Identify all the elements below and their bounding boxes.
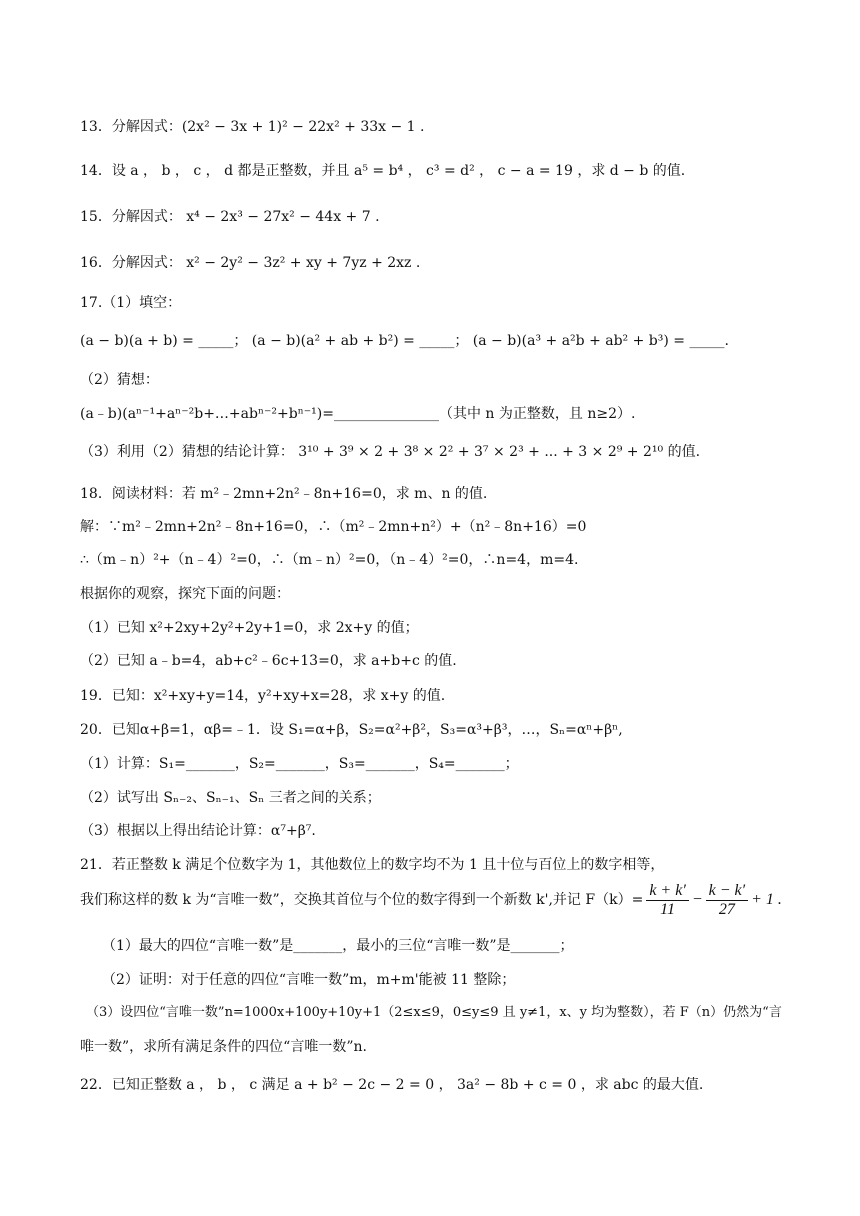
problem-17-title: 17.（1）填空： (80, 295, 182, 311)
problem-17-part2-title: （2）猜想： (80, 372, 159, 388)
problem-17-part2: (a﹣b)(aⁿ⁻¹+aⁿ⁻²b+…+abⁿ⁻²+bⁿ⁻¹)=_______________（其中 n 为正整数，且 n≥2）. (80, 406, 636, 422)
problem-19: 19．已知：x²+xy+y=14，y²+xy+x=28，求 x+y 的值. (80, 688, 446, 704)
fraction-1-denominator: 11 (660, 900, 675, 918)
problem-15: 15．分解因式： x⁴ − 2x³ − 27x² − 44x + 7 . (80, 209, 380, 225)
problem-21-part2: （2）证明：对于任意的四位“言唯一数”m，m+m'能被 11 整除； (102, 972, 516, 988)
problem-21-part3-line2: 唯一数”，求所有满足条件的四位“言唯一数”n. (80, 1039, 367, 1055)
problem-20-title: 20．已知α+β=1，αβ=﹣1．设 S₁=α+β，S₂=α²+β²，S₃=α³+β³，…，Sₙ=αⁿ+βⁿ, (80, 722, 623, 738)
fraction-1 (646, 882, 689, 919)
fraction-1-numerator: k + k′ (646, 882, 689, 901)
problem-21-part1: （1）最大的四位“言唯一数”是_______，最小的三位“言唯一数”是_______； (102, 938, 574, 954)
problem-16: 16．分解因式： x² − 2y² − 3z² + xy + 7yz + 2xz . (80, 255, 421, 271)
problem-14: 14．设 a ， b ， c ， d 都是正整数，并且 a⁵ = b⁴ ， c³ = d² ， c − a = 19 ，求 d − b 的值. (80, 163, 686, 179)
minus-sign: − (691, 891, 703, 908)
problem-17-part1: (a − b)(a + b) = _____； (a − b)(a² + ab + b²) = _____； (a − b)(a³ + a²b + ab² + b³) = _____. (80, 333, 729, 349)
fraction-2 (706, 882, 749, 919)
problem-13: 13．分解因式：(2x² − 3x + 1)² − 22x² + 33x − 1 . (80, 119, 425, 135)
problem-18-solution-2: ∴（m﹣n）²+（n﹣4）²=0，∴（m﹣n）²=0，（n﹣4）²=0，∴n=4，m=4. (80, 552, 579, 568)
problem-21-line2 (80, 880, 790, 920)
problem-21-line1: 21．若正整数 k 满足个位数字为 1，其他数位上的数字均不为 1 且十位与百位上的数字相等， (80, 857, 665, 873)
problem-18-observe: 根据你的观察，探究下面的问题： (80, 586, 290, 602)
problem-20-part1: （1）计算：S₁=_______，S₂=_______，S₃=_______，S₄=_______； (80, 756, 519, 772)
problem-21-definition: 我们称这样的数 k 为“言唯一数”，交换其首位与个位的数字得到一个新数 k',并记 F（k）= (80, 892, 644, 908)
problem-17-part3: （3）利用（2）猜想的结论计算： 3¹⁰ + 3⁹ × 2 + 3⁸ × 2² + 3⁷ × 2³ + ... + 3 × 2⁹ + 2¹⁰ 的值. (80, 444, 701, 460)
problem-18-part1: （1）已知 x²+2xy+2y²+2y+1=0，求 2x+y 的值； (80, 620, 419, 636)
fraction-2-numerator: k − k′ (706, 882, 749, 901)
problem-18-title: 18．阅读材料：若 m²﹣2mn+2n²﹣8n+16=0，求 m、n 的值. (80, 486, 488, 502)
problem-18-solution-1: 解：∵m²﹣2mn+2n²﹣8n+16=0，∴（m²﹣2mn+n²）+（n²﹣8n+16）=0 (80, 519, 587, 535)
problem-21-part3-line1: （3）设四位“言唯一数”n=1000x+100y+10y+1（2≤x≤9，0≤y≤9 且 y≠1，x、y 均为整数），若 F（n）仍然为“言 (86, 1005, 782, 1020)
fraction-2-denominator: 27 (718, 900, 735, 918)
plus-one: + 1 . (751, 891, 782, 908)
problem-20-part3: （3）根据以上得出结论计算：α⁷+β⁷. (80, 823, 316, 839)
problem-18-part2: （2）已知 a﹣b=4，ab+c²﹣6c+13=0，求 a+b+c 的值. (80, 653, 457, 669)
problem-22: 22．已知正整数 a ， b ， c 满足 a + b² − 2c − 2 = 0 ， 3a² − 8b + c = 0 ，求 abc 的最大值. (80, 1077, 704, 1093)
problem-20-part2: （2）试写出 Sₙ₋₂、Sₙ₋₁、Sₙ 三者之间的关系； (80, 790, 381, 806)
